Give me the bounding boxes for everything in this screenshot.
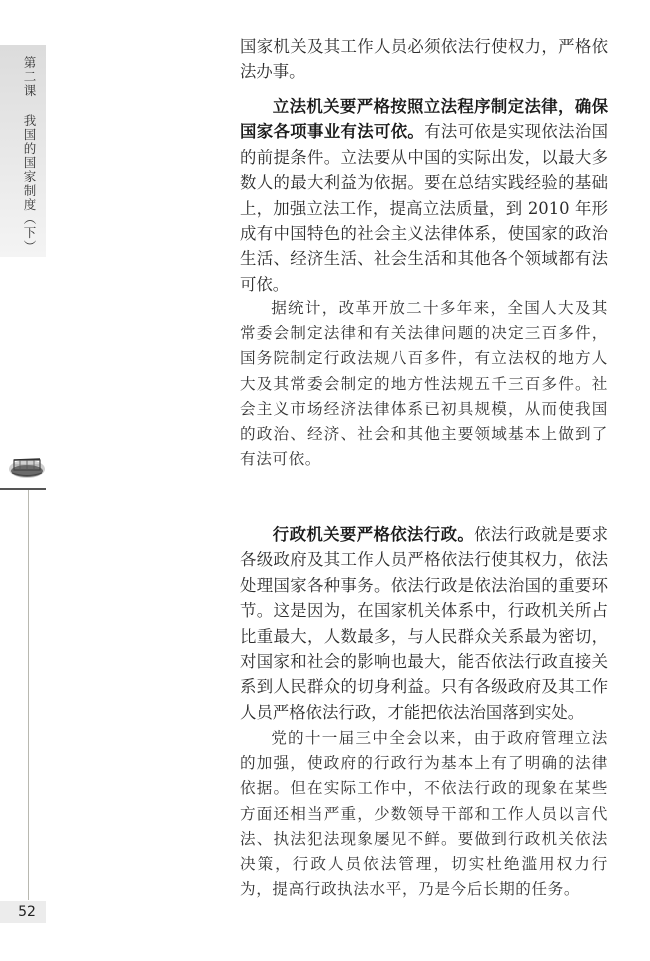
margin-vertical-rule xyxy=(28,490,29,900)
paragraph-legislative: 立法机关要严格按照立法程序制定法律，确保国家各项事业有法可依。有法可依是实现依法治国的前提条件。立法要从中国的实际出发，以最大多数人的最大利益为依据。要在总结实践经验的基础上，加强立法工作，提高立法质量，到 2010 年形成有中国特色的社会主义法律体系，使国家的政治生活、经济生活、社会生活和其他各个领域都有法可依。 xyxy=(240,97,609,294)
paragraph-bold-lead: 立法机关要严格按照立法程序制定法律，确保国家各项事业有法可依。 xyxy=(240,97,608,142)
chapter-title: 我国的国家制度（下） xyxy=(22,114,37,254)
paragraph-bold-lead: 行政机关要严格依法行政。 xyxy=(272,525,475,544)
material-box-legislation-stats: 据统计，改革开放二十多年来，全国人大及其常委会制定法律和有关法律问题的决定三百多件，国务院制定行政法规八百多件，有立法权的地方人大及其常委会制定的地方性法规五千三百多件。社会主义市场经济法律体系已初具规模，从而使我国的政治、经济、社会和其他主要领域基本上做到了有法可依。 xyxy=(240,299,608,469)
paragraph-intro: 国家机关及其工作人员必须依法行使权力，严格依法办事。 xyxy=(240,37,608,82)
chapter-heading xyxy=(21,56,37,254)
chapter-label: 第二课 xyxy=(22,56,37,98)
material-box-administration: 党的十一届三中全会以来，由于政府管理立法的加强，使政府的行政行为基本上有了明确的法律依据。但在实际工作中，不依法行政的现象在某些方面还相当严重，少数领导干部和工作人员以言代法、执法犯法现象屡见不鲜。要做到行政机关依法决策，行政人员依法管理，切实杜绝滥用权力行为，提高行政执法水平，乃是今后长期的任务。 xyxy=(240,729,608,899)
paragraph-administrative: 行政机关要严格依法行政。依法行政就是要求各级政府及其工作人员严格依法行使其权力，依法处理国家各种事务。依法行政是依法治国的重要环节。这是因为，在国家机关体系中，行政机关所占比重最大，人数最多，与人民群众关系最为密切，对国家和社会的影响也最大，能否依法行政直接关系到人民群众的切身利益。只有各级政府及其工作人员严格依法行政，才能把依法治国落到实处。 xyxy=(240,525,609,722)
page-number xyxy=(0,901,46,923)
margin-horizontal-rule xyxy=(0,488,46,490)
page-number-text: 52 xyxy=(18,904,36,920)
building-illustration-icon xyxy=(8,455,46,479)
